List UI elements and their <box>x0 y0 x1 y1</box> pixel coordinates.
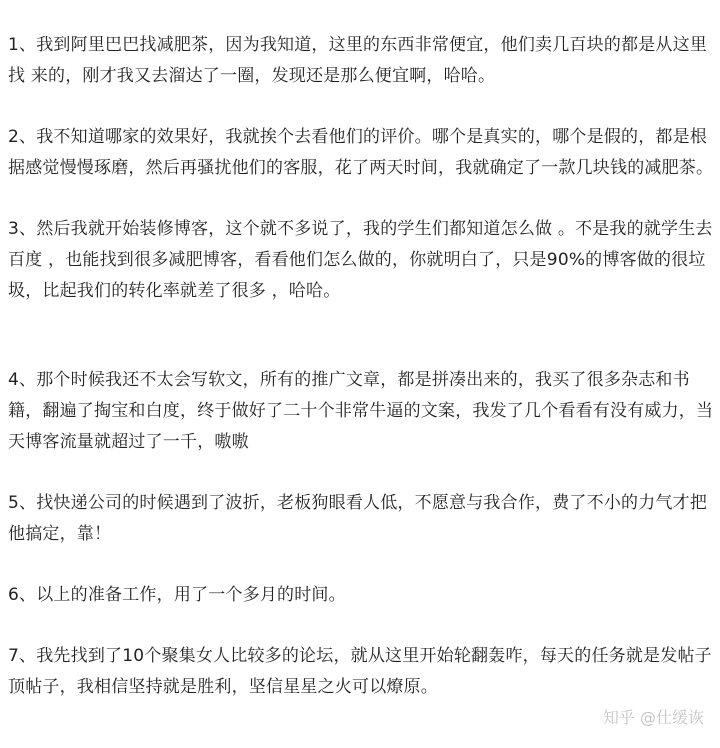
paragraph-7: 7、我先找到了10个聚集女人比较多的论坛，就从这里开始轮翻轰咋，每天的任务就是发帖子顶帖子，我相信坚持就是胜利，坚信星星之火可以燎原。 <box>8 646 712 697</box>
paragraph-3: 3、然后我就开始装修博客，这个就不多说了，我的学生们都知道怎么做 。不是我的就学生去百度 ，也能找到很多减肥博客，看看他们怎么做的，你就明白了，只是90%的博客做的很垃圾，比起我们的转化率就差了很多 ，哈哈。 <box>8 219 713 301</box>
zhihu-watermark: 知乎 @仕缓诙 <box>602 708 704 727</box>
article-body <box>8 30 714 733</box>
paragraph-1: 1、我到阿里巴巴找减肥茶，因为我知道，这里的东西非常便宜，他们卖几百块的都是从这里找 来的，刚才我又去溜达了一圈，发现还是那么便宜啊，哈哈。 <box>8 35 708 86</box>
paragraph-6: 6、以上的准备工作，用了一个多月的时间。 <box>8 585 346 605</box>
paragraph-4: 4、那个时候我还不太会写软文，所有的推广文章，都是拼凑出来的，我买了很多杂志和书籍，翻遍了掏宝和白度，终于做好了二十个非常牛逼的文案，我发了几个看看有没有威力，当天博客流量就超过了一千，嗷嗷 <box>8 370 714 452</box>
paragraph-5: 5、找快递公司的时候遇到了波折，老板狗眼看人低，不愿意与我合作，费了不小的力气才把他搞定，靠！ <box>8 493 708 544</box>
paragraph-2: 2、我不知道哪家的效果好，我就挨个去看他们的评价。哪个是真实的，哪个是假的，都是根据感觉慢慢琢磨，然后再骚扰他们的客服，花了两天时间，我就确定了一款几块钱的减肥茶。 <box>8 127 714 178</box>
